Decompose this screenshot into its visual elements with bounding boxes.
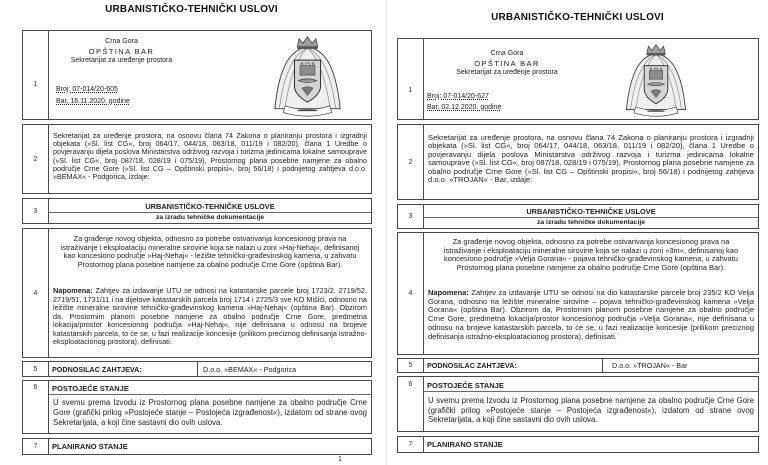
note-paragraph [53,287,367,347]
document-title: URBANISTIČKO-TEHNIČKI USLOVI [105,4,278,15]
existing-state-paragraph: U svemu prema Izvodu iz Prostornog plana posebne namjene za obalno područje Crne Gore (grafički prilog »Postojeće stanje – Postojeća izgrađenost«), izdatom od strane ovog Sekretarijata, a koji čine sastavni dio ovih uslova. [428,396,754,424]
row-section-heading [22,198,372,224]
office-name: Sekretarijat za uređenje prostora [70,57,173,64]
row-number: 4 [23,229,49,357]
section-heading: URBANISTIČKO-TEHNIČKE USLOVE [526,207,656,216]
legal-basis-paragraph: Sekretarijat za uređenje prostora, na osnovu člana 74 Zakona o planiranju prostora i izgradnji objekata (»Sl. list CG«, broj 064/17, 044/18, 063/18, 011/19 i 082/20), člana 1 Uredbe o povjeravanju dijela poslova Ministarstva održivog razvoja i turizma jedinicama lokalne samouprave (»Sl. list CG«, broj 087/18, 028/19 i 075/19), Prostornog plana posebne namjene za obalno područje Crne Gore (»Sl. list CG – Opštinski propisi«, broj 56/18) i podnijetog zahtjeva d.o.o. »BEMAX« - Podgorica, izdaje: [53,131,367,182]
document-right [386,0,768,465]
row-number: 2 [398,125,424,199]
note-text: Zahtjev za izdavanje UTU se odnosi na katastarske parcele broj 1723/2, 2719/52, 2719/51, 1731/11 i na dijelove katastarskih parcela broj 1714 i 2725/3 sve KO Mišići, odnosno na ležište mineralne sirovine tehničko-građevinskog kamena »Haj-Nehaj« (opština Bar). Obzirom da, Prostornim planom posebne namjene za obalno područje Crne Gore, predmetna lokacija/prostor koncesionog područja »Haj-Nehaj«, nije definisana u odnosu na brojeve katastarskih parcela, to će se, u fazi realizacije koncesije (prilikom preciznog definisanja istražno-eksploatacionog prostora), definisati. [53,286,367,346]
page-number: 1 [338,456,342,463]
coat-of-arms-icon [620,42,692,118]
office-name: Sekretarijat za uređenje prostora [456,69,558,76]
note-label: Napomena: [53,286,93,295]
row-legal-basis [22,124,372,194]
row-planned-state [397,436,759,453]
existing-state-heading: POSTOJEĆE STANJE [52,384,129,393]
row-applicant [22,361,372,377]
divider [424,217,758,218]
row-number: 6 [23,381,49,433]
row-number: 3 [23,199,49,223]
row-number: 7 [398,437,424,452]
row-section-heading [397,204,759,229]
row-number: 3 [398,205,424,228]
planned-state-heading: PLANIRANO STANJE [52,442,128,451]
divider [197,362,198,376]
coat-of-arms-icon [269,34,346,118]
purpose-paragraph: Za građenje novog objekta, odnosno za potrebe ostvarivanja koncesionog prava na istraživanje i eksploataciju mineralne sirovine koja se nalazi u zoni »Haj-Nehaj«, definisanoj kao koncesiono područje »Haj-Nehaj« - ležište tehničko-građevinskog kamena, u zahvatu Prostornog plana posebne namjene za obalno područje Crne Gore (opština Bar). [60,234,360,270]
existing-state-paragraph: U svemu prema Izvodu iz Prostornog plana posebne namjene za obalno područje Crne Gore (grafički prilog »Postojeće stanje – Postojeća izgrađenost«), izdatom od strane ovog Sekretarijata, a koji čine sastavni dio ovih uslova. [53,398,367,427]
row-number: 1 [23,31,49,119]
legal-basis-paragraph: Sekretarijat za uređenje prostora, na osnovu člana 74 Zakona o planiranju prostora i izgradnji objekata (»Sl. list CG«, broj 064/17, 044/18, 063/18, 011/19 i 082/20), člana 1 Uredbe o povjeravanju dijela poslova Ministarstva održivog razvoja i turizma jedinicama lokalne samouprave (»Sl. list CG«, broj 087/18, 028/19 i 075/19), Prostornog plana posebne namjene za obalno područje Crne Gore (»Sl. list CG – Opštinski propisi«, broj 56/18) i podnijetog zahtjeva d.o.o. »TROJAN« - Bar, izdaje: [428,133,754,185]
row-number: 4 [398,233,424,354]
note-text: Zahtjev za izdavanje UTU se odnosi na dio katastarske parcele broj 235/2 KO Velja Gorana, odnosno na ležište mineralne sirovine – pojava tehničko-građevinskog kamena »Velja Gorana« (opština Bar). Obzirom da, Prostornim planom posebne namjene za obalno područje Crne Gore, predmetna lokacija/prostor koncesionog područja »Velja Gorana«, nije definisana u odnosu na brojeve katastarskih parcela, to će se, u fazi realizacije koncesije (prilikom preciznog definisanja istražno-eksploatacionog prostora), definisati. [428,288,754,341]
issue-date: Bar, 02.12.2020. godine [427,104,502,111]
divider [49,394,371,395]
municipality-header [432,49,582,78]
municipality-header [49,37,194,66]
applicant-value: D.o.o. »BEMAX« - Podgorica [203,365,297,374]
row-existing-state [22,380,372,434]
row-applicant [397,358,759,373]
row-purpose [22,228,372,358]
section-subheading: za izradu tehničke dokumentacije [155,214,265,221]
note-label: Napomena: [428,288,469,297]
row-number: 6 [398,377,424,431]
row-number: 5 [23,362,49,376]
section-heading: URBANISTIČKO-TEHNIČKE USLOVE [145,202,275,211]
reference-number: Broj: 07-014/20-605 [56,86,118,93]
document-title: URBANISTIČKO-TEHNIČKI USLOVI [491,12,664,23]
purpose-paragraph: Za građenje novog objekta, odnosno za potrebe ostvarivanja koncesionog prava na istraživanje i eksploataciju mineralne sirovine koja se nalazi u zoni »3m«, definisanoj kao koncesiono područje »Velja Gorana« - pojava tehničko-građevinskog kamena, u zahvatu Prostornog plana posebne namjene za obalno područje Crne Gore (opština Bar). [443,237,739,272]
row-number: 1 [398,39,424,119]
row-header [22,30,372,120]
applicant-label: PODNOSILAC ZAHTJEVA: [52,365,142,374]
row-number: 7 [23,439,49,454]
country-name: Crna Gora [105,38,138,45]
issue-date: Bar, 16.11.2020. godine [56,98,130,105]
reference-number: Broj: 07-014/20-627 [427,93,489,100]
planned-state-heading: PLANIRANO STANJE [427,440,503,449]
row-legal-basis [397,124,759,200]
row-number: 2 [23,125,49,193]
country-name: Crna Gora [490,50,524,57]
municipality-name: OPŠTINA BAR [474,58,540,68]
municipality-name: OPŠTINA BAR [88,46,155,56]
row-purpose [397,232,759,355]
divider [49,212,371,213]
row-existing-state [397,376,759,432]
applicant-value: D.o.o. »TROJAN« - Bar [612,361,688,370]
row-planned-state [22,438,372,455]
applicant-label: PODNOSILAC ZAHTJEVA: [427,361,517,370]
section-subheading: za izradu tehničke dokumentacije [536,219,646,226]
divider [602,359,603,372]
row-header [397,38,759,120]
document-left [0,0,383,465]
divider [424,391,758,392]
row-number: 5 [398,359,424,372]
note-paragraph [428,289,754,341]
existing-state-heading: POSTOJEĆE STANJE [427,381,504,390]
